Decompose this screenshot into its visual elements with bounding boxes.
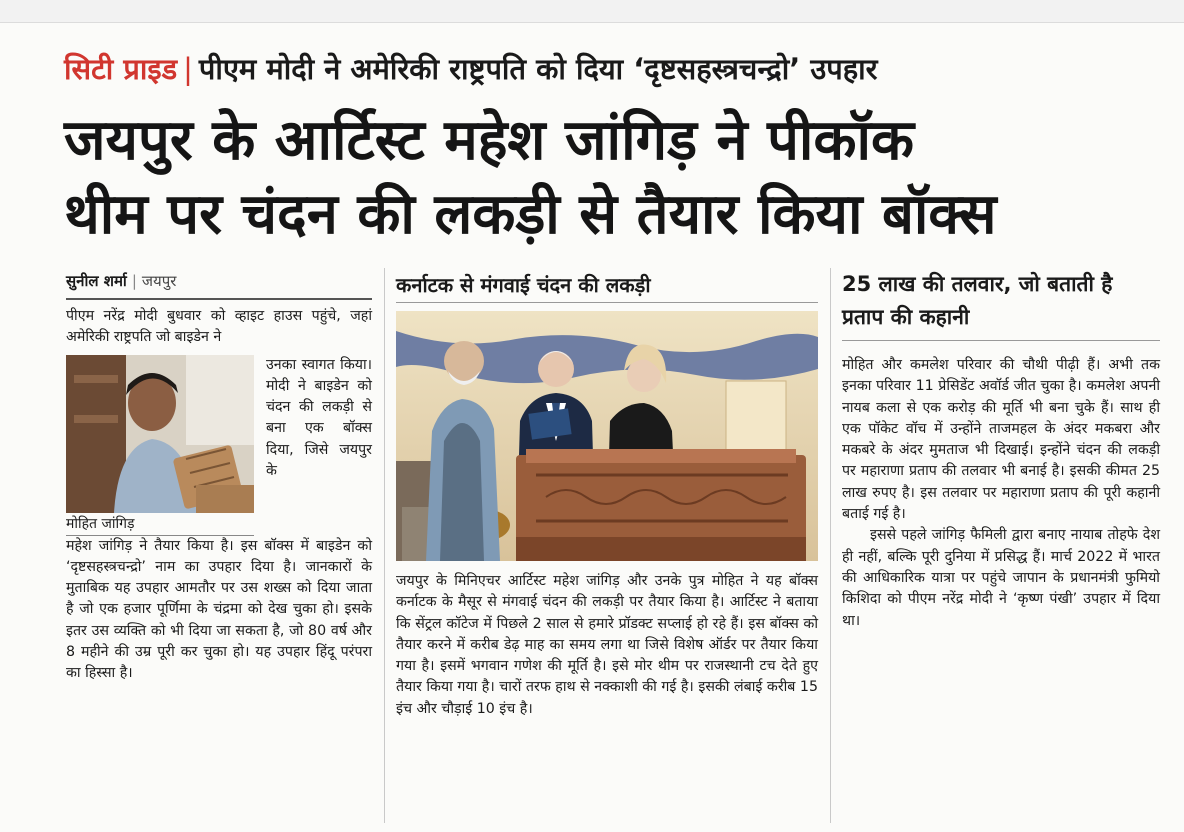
headline-line-1: जयपुर के आर्टिस्ट महेश जांगिड़ ने पीकॉक — [64, 108, 914, 173]
col3-subheading: 25 लाख की तलवार, जो बताती है प्रताप की कहानी — [842, 268, 1160, 341]
byline-place: जयपुर — [141, 272, 177, 290]
col3-para-2: इससे पहले जांगिड़ फैमिली द्वारा बनाए नायाब तोहफे देश ही नहीं, बल्कि पूरी दुनिया में प्रसिद्ध हैं। मार्च 2022 में भारत की आधिकारिक यात्रा पर पहुंचे जापान के प्रधानमंत्री फुमियो किशिदा को पीएम नरेंद्र मोदी ने ‘कृष्ण पंखी’ उपहार में दिया था। — [842, 527, 1160, 629]
byline-author: सुनील शर्मा — [66, 272, 127, 290]
section-label: सिटी प्राइड — [64, 52, 178, 86]
photo-caption: मोहित जांगिड़ — [66, 513, 254, 536]
section-divider: | — [183, 52, 193, 86]
col1-photo-row — [66, 355, 372, 536]
byline-separator: | — [131, 272, 137, 290]
column-rule-2 — [830, 268, 831, 823]
white-house-photo — [396, 311, 818, 561]
col1-continued: महेश जांगिड़ ने तैयार किया है। इस बॉक्स में बाइडेन को ‘दृष्टसहस्त्रचन्द्रो’ नाम का उपहार दिया है। जानकारों के मुताबिक यह उपहार आमतौर पर उस शख्स को दिया जाता है जो एक हजार पूर्णिमा के चंद्रमा को देख चुका हो। इसके इतर उस व्यक्ति को भी दिया जा सकता है, जो 80 वर्ष और 8 महीने की उम्र पूरी कर चुका हो। यह उपहार हिंदू परंपरा का हिस्सा है। — [66, 537, 372, 682]
artist-photo-image — [66, 355, 254, 513]
headline-line-2: थीम पर चंदन की लकड़ी से तैयार किया बॉक्स — [64, 182, 997, 247]
white-house-photo-image — [396, 311, 818, 561]
artist-photo — [66, 355, 254, 513]
article-column-1 — [66, 268, 372, 685]
col2-subheading: कर्नाटक से मंगवाई चंदन की लकड़ी — [396, 268, 818, 303]
col1-wrap-text: उनका स्वागत किया। मोदी ने बाइडेन को चंदन की लकड़ी से बना एक बॉक्स दिया, जिसे जयपुर के — [266, 356, 372, 480]
article-column-2 — [396, 268, 818, 720]
col1-intro: पीएम नरेंद्र मोदी बुधवार को व्हाइट हाउस पहुंचे, जहां अमेरिकी राष्ट्रपति जो बाइडेन ने — [66, 308, 372, 346]
col1-photo-block — [66, 355, 254, 536]
kicker-headline: पीएम मोदी ने अमेरिकी राष्ट्रपति को दिया ‘दृष्टसहस्त्रचन्द्रो’ उपहार — [198, 52, 878, 86]
col3-para-1: मोहित और कमलेश परिवार की चौथी पीढ़ी हैं। अभी तक इनका परिवार 11 प्रेसिडेंट अवॉर्ड जीत चुका है। कमलेश अपनी नायब कला से एक करोड़ की मूर्ति भी बना चुके हैं। साथ ही एक पॉकेट वॉच में उन्होंने ताजमहल के अंदर मकबरा और मकबरे के अंदर मुमताज भी दिखाई। इन्होंने चंदन की लकड़ी पर महाराणा प्रताप की तलवार भी बनाई है। इसकी कीमत 25 लाख रुपए है। इस तलवार पर महाराणा प्रताप की पूरी कहानी बताई गई है। — [842, 357, 1160, 523]
column-rule-1 — [384, 268, 385, 823]
main-headline — [64, 104, 1164, 252]
kicker-line — [64, 44, 1164, 94]
byline — [66, 268, 372, 300]
article-column-3 — [842, 268, 1160, 632]
col2-body: जयपुर के मिनिएचर आर्टिस्ट महेश जांगिड़ और उनके पुत्र मोहित ने यह बॉक्स कर्नाटक के मैसूर से मंगवाई चंदन की लकड़ी पर तैयार किया है। आर्टिस्ट ने बताया कि सेंट्रल कॉटेज में पिछले 2 साल से हमारे प्रॉडक्ट सप्लाई हो रहे हैं। इस बॉक्स को तैयार करने में करीब डेढ़ माह का समय लगा था जिसे विशेष ऑर्डर पर तैयार किया गया है। इसमें भगवान गणेश की मूर्ति है। इसे मोर थीम पर राजस्थानी टच देते हुए तैयार किया गया है। चारों तरफ हाथ से नक्काशी की गई है। इसकी लंबाई करीब 15 इंच और चौड़ाई 10 इंच है। — [396, 573, 818, 717]
page-top-strip — [0, 0, 1184, 23]
